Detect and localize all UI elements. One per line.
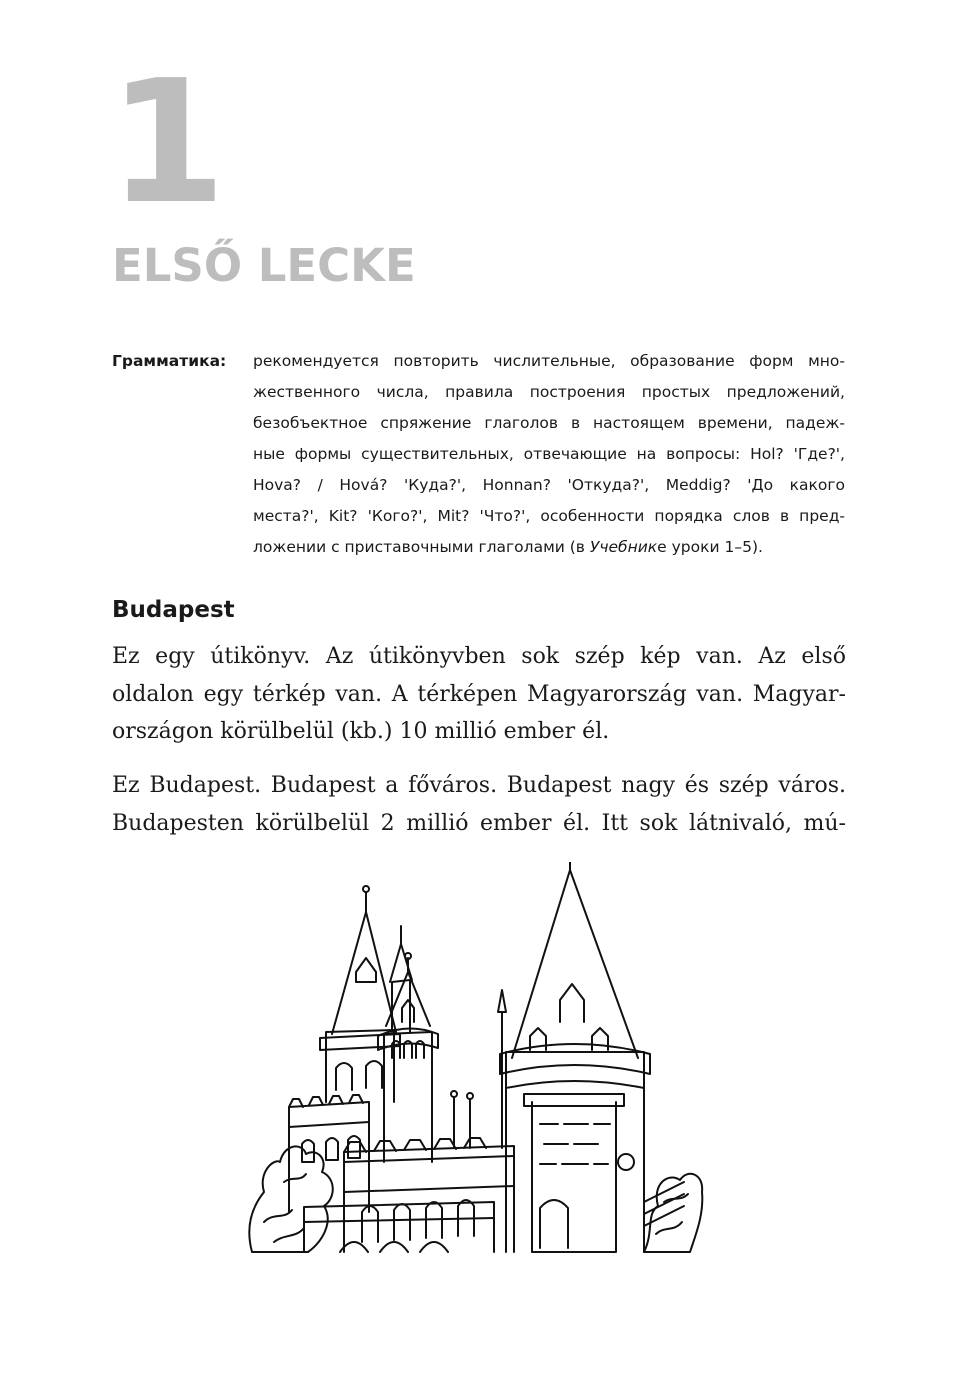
text-line: országon körülbelül (kb.) 10 millió ember él. — [112, 719, 610, 744]
grammar-line: жественного числа, правила построения простых предложений, — [253, 383, 845, 401]
text-line: Budapesten körülbelül 2 millió ember él. Itt sok látnivaló, mú- — [112, 810, 846, 836]
grammar-line-last — [253, 532, 845, 563]
grammar-line: рекомендуется повторить числительные, образование форм мно- — [253, 352, 845, 370]
grammar-last-text: ложении с приставочными глаголами (в — [253, 538, 590, 556]
text-paragraph-1 — [112, 638, 846, 751]
section-heading: Budapest — [112, 597, 235, 623]
grammar-line: ные формы существительных, отвечающие на вопросы: Hol? 'Где?', — [253, 445, 845, 463]
chapter-number: 1 — [108, 44, 223, 242]
grammar-line: безобъектное спряжение глаголов в настоящем времени, падеж- — [253, 414, 845, 432]
grammar-description — [253, 346, 845, 563]
textbook-reference: Учебник — [589, 538, 658, 556]
text-line: oldalon egy térkép van. A térképen Magyarország van. Magyar- — [112, 681, 846, 707]
grammar-line: места?', Kit? 'Кого?', Mit? 'Что?', особенности порядка слов в пред- — [253, 507, 845, 525]
grammar-line: Hova? / Hová? 'Куда?', Honnan? 'Откуда?', Meddig? 'До какого — [253, 476, 845, 494]
text-line: Ez Budapest. Budapest a főváros. Budapest nagy és szép város. — [112, 773, 846, 798]
grammar-label: Грамматика: — [112, 352, 227, 370]
chapter-title: ELSŐ LECKE — [112, 239, 416, 292]
grammar-last-text-end: е уроки 1–5). — [657, 538, 763, 556]
text-paragraph-2 — [112, 767, 846, 842]
castle-illustration-icon — [244, 862, 704, 1257]
text-line: Ez egy útikönyv. Az útikönyvben sok szép kép van. Az első — [112, 644, 846, 669]
